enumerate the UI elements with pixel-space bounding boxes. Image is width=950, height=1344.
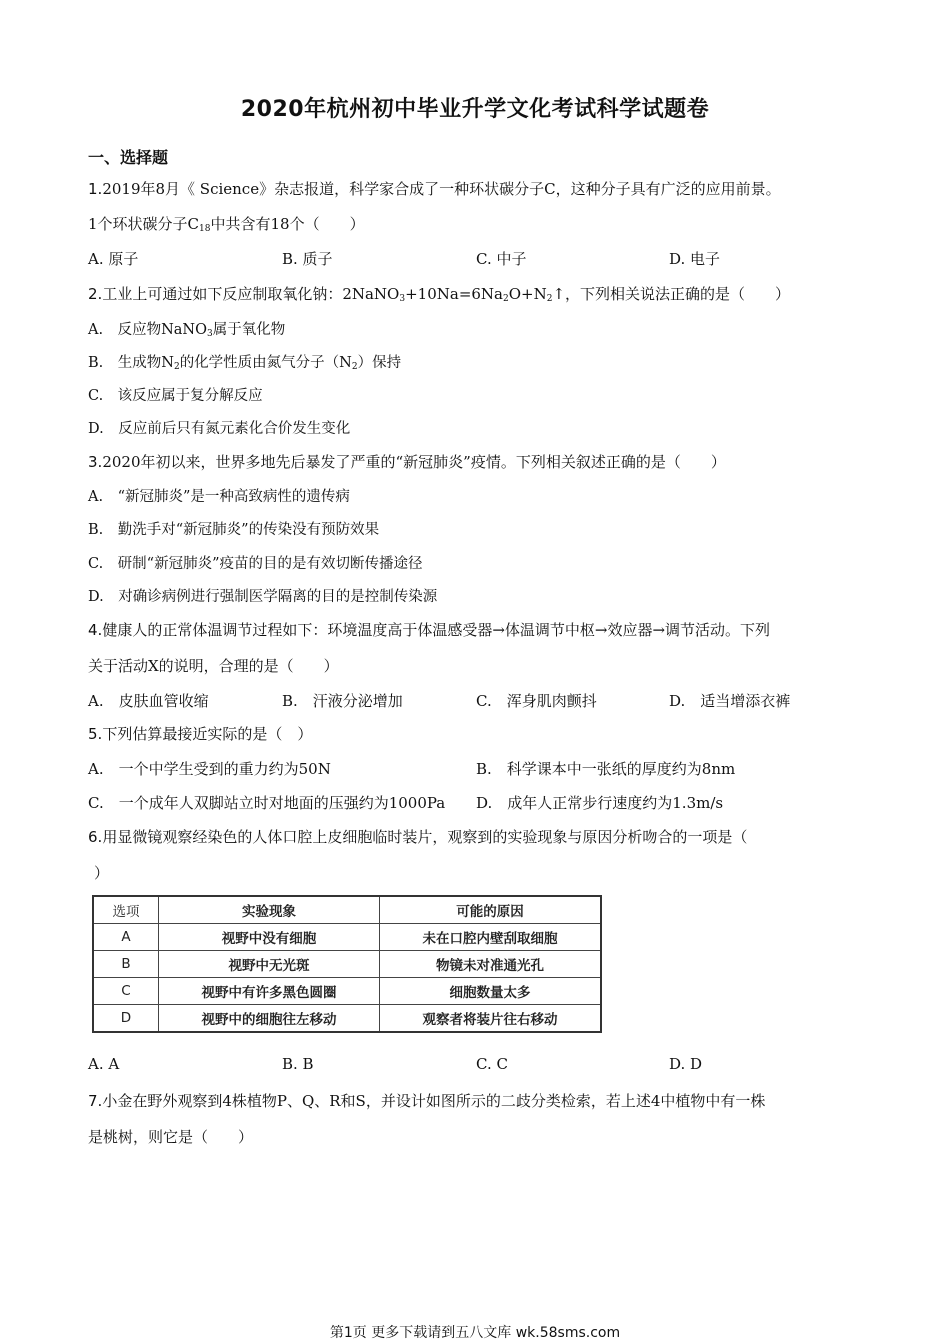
question-text: 2020年初以来，世界多地先后暴发了严重的“新冠肺炎”疫情。下列相关叙述正确的是（ ） — [102, 453, 726, 471]
question-6-line-2: ） — [94, 864, 110, 882]
table-row — [93, 951, 601, 978]
question-text: ↑，下列相关说法正确的是（ ） — [552, 285, 791, 303]
option-c: C. C — [476, 1055, 508, 1073]
table-header-cell: 选项 — [93, 896, 159, 924]
question-1-line-2 — [88, 213, 365, 234]
option-a — [88, 318, 285, 339]
experiment-table — [92, 895, 602, 1033]
question-text: 工业上可通过如下反应制取氧化钠：2NaNO — [102, 285, 400, 303]
question-text: O+N — [508, 285, 547, 303]
table-cell: A — [93, 924, 159, 951]
table-cell: 视野中有许多黑色圆圈 — [159, 978, 380, 1005]
question-text: 中共含有18个（ ） — [210, 215, 365, 233]
question-number: 5. — [88, 725, 103, 743]
option-a: A. 原子 — [88, 250, 139, 268]
table-cell: B — [93, 951, 159, 978]
table-cell: 未在口腔内壁刮取细胞 — [380, 924, 602, 951]
option-b: B. 汗液分泌增加 — [282, 692, 403, 710]
subscript: 3 — [399, 294, 406, 304]
option-text: A. 反应物NaNO — [88, 322, 207, 338]
option-b — [88, 351, 401, 372]
option-b: B. B — [282, 1055, 314, 1073]
table-cell: 观察者将装片往右移动 — [380, 1005, 602, 1033]
option-b: B. 科学课本中一张纸的厚度约为8nm — [476, 760, 736, 778]
option-b: B. 质子 — [282, 250, 333, 268]
option-b: B. 勤洗手对“新冠肺炎”的传染没有预防效果 — [88, 522, 380, 538]
question-text: 1个环状碳分子C — [88, 215, 200, 233]
table-cell: C — [93, 978, 159, 1005]
table-cell: 细胞数量太多 — [380, 978, 602, 1005]
question-text: +10Na=6Na — [405, 285, 503, 303]
subscript: 2 — [351, 362, 358, 372]
option-text: 的化学性质由氮气分子（N — [179, 355, 352, 371]
table-header-row — [93, 896, 601, 924]
question-7-line-2: 是桃树，则它是（ ） — [88, 1128, 254, 1146]
table-cell: 视野中没有细胞 — [159, 924, 380, 951]
question-6-line-1 — [88, 826, 747, 847]
section-heading: 一、选择题 — [88, 148, 169, 167]
option-c: C. 中子 — [476, 250, 527, 268]
option-d: D. 适当增添衣裤 — [669, 692, 791, 710]
option-a: A. A — [88, 1055, 120, 1073]
subscript: 2 — [173, 362, 180, 372]
option-c: C. 该反应属于复分解反应 — [88, 388, 263, 404]
table-header-cell: 实验现象 — [159, 896, 380, 924]
option-d: D. 电子 — [669, 250, 721, 268]
page-footer: 第1页 更多下载请到五八文库 wk.58sms.com — [329, 1325, 621, 1341]
question-2-line-1 — [88, 283, 790, 304]
table-cell: 视野中无光斑 — [159, 951, 380, 978]
question-7-line-1 — [88, 1090, 765, 1111]
question-3 — [88, 451, 726, 472]
option-c: C. 浑身肌肉颤抖 — [476, 692, 597, 710]
option-c: C. 一个成年人双脚站立时对地面的压强约为1000Pa — [88, 794, 446, 812]
question-text: 用显微镜观察经染色的人体口腔上皮细胞临时装片，观察到的实验现象与原因分析吻合的一项是（ — [102, 828, 748, 846]
page-title: 2020年杭州初中毕业升学文化考试科学试题卷 — [240, 97, 710, 122]
question-number: 7. — [88, 1092, 103, 1110]
question-1-line-1 — [88, 178, 781, 199]
question-text: 2019年8月《 Science》杂志报道，科学家合成了一种环状碳分子C，这种分子具有广泛的应用前景。 — [102, 180, 781, 198]
option-a: A. 皮肤血管收缩 — [88, 692, 209, 710]
question-5 — [88, 723, 312, 744]
question-4-line-1 — [88, 619, 770, 640]
option-a: A. 一个中学生受到的重力约为50N — [88, 760, 331, 778]
option-d: D. 成年人正常步行速度约为1.3m/s — [476, 794, 724, 812]
question-number: 4. — [88, 621, 103, 639]
subscript: 3 — [207, 329, 213, 339]
table-row — [93, 924, 601, 951]
option-d: D. 对确诊病例进行强制医学隔离的目的是控制传染源 — [88, 589, 438, 605]
question-text: 健康人的正常体温调节过程如下：环境温度高于体温感受器→体温调节中枢→效应器→调节活动。下列 — [102, 621, 771, 639]
question-number: 6. — [88, 828, 103, 846]
table-row — [93, 978, 601, 1005]
subscript: 2 — [503, 294, 509, 304]
table-cell: 物镜未对准通光孔 — [380, 951, 602, 978]
option-c: C. 研制“新冠肺炎”疫苗的目的是有效切断传播途径 — [88, 556, 423, 572]
subscript: 2 — [546, 294, 553, 304]
option-a: A. “新冠肺炎”是一种高致病性的遗传病 — [88, 489, 350, 505]
question-number: 3. — [88, 453, 103, 471]
question-text: 小金在野外观察到4株植物P、Q、R和S，并设计如图所示的二歧分类检索，若上述4中植物中有一株 — [102, 1092, 766, 1110]
option-text: B. 生成物N — [88, 355, 174, 371]
table-header-cell: 可能的原因 — [380, 896, 602, 924]
question-number: 1. — [88, 180, 103, 198]
option-text: ）保持 — [357, 355, 402, 371]
option-d: D. D — [669, 1055, 703, 1073]
question-number: 2. — [88, 285, 103, 303]
question-text: 下列估算最接近实际的是（ ） — [102, 725, 313, 743]
table-cell: D — [93, 1005, 159, 1033]
option-d: D. 反应前后只有氮元素化合价发生变化 — [88, 421, 351, 437]
question-4-line-2: 关于活动X的说明，合理的是（ ） — [88, 657, 339, 675]
table-row — [93, 1005, 601, 1033]
subscript: 18 — [199, 224, 211, 234]
option-text: 属于氧化物 — [212, 322, 286, 338]
table-cell: 视野中的细胞往左移动 — [159, 1005, 380, 1033]
